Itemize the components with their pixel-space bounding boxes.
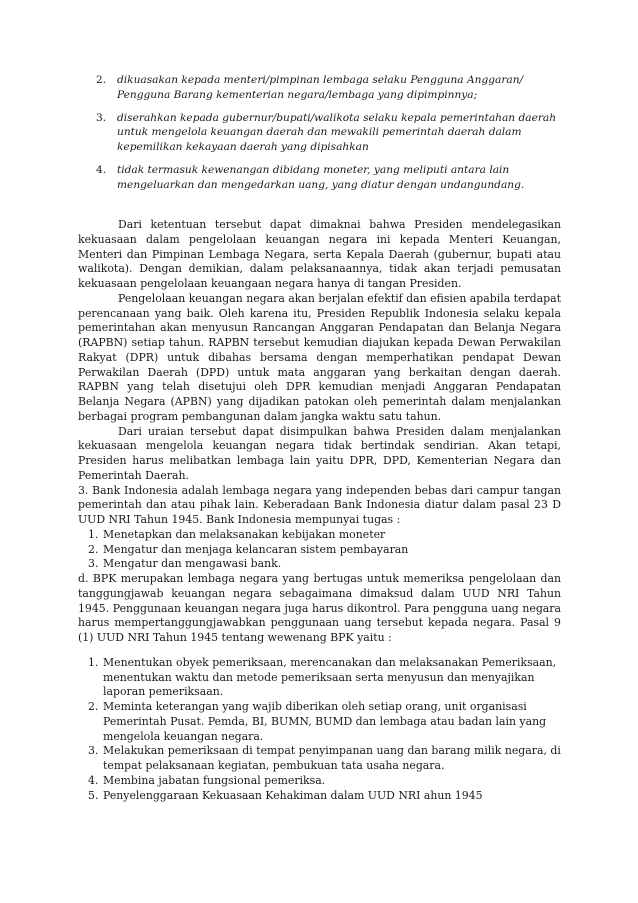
list-item: [96, 73, 566, 102]
list-item: [78, 744, 561, 774]
list-item: [78, 557, 561, 572]
body-text: [78, 218, 561, 803]
list-item: [96, 111, 566, 155]
list-item-text: Menentukan obyek pemeriksaan, merencanakan dan melaksanakan Pemeriksaan, menentukan waktu dan metode pemeriksaan serta menyusun dan menyajikan laporan pemeriksaan.: [103, 655, 557, 699]
list-item: [78, 656, 561, 700]
list-item-text: Mengatur dan mengawasi bank.: [103, 557, 282, 571]
list-item: [78, 700, 561, 744]
list-item-text: Mengatur dan menjaga kelancaran sistem pembayaran: [103, 542, 409, 556]
list-item-text: diserahkan kepada gubernur/bupati/walikota selaku kepala pemerintahan daerah untuk mengelola keuangan daerah dan mewakili pemerintah daerah dalam kepemilikan kekayaan daerah yang dipisahkan: [117, 111, 557, 153]
paragraph-conclusion: Dari uraian tersebut dapat disimpulkan bahwa Presiden dalam menjalankan kekuasaan mengelola keuangan negara tidak bertindak sendirian. Akan tetapi, Presiden harus melibatkan lembaga lain yaitu DPR, DPD, Kementerian Negara dan Pemerintah Daerah.: [78, 424, 561, 482]
list-item-number: 1.: [88, 655, 99, 669]
bank-indonesia-tasks: [78, 528, 561, 572]
list-item-number: 4.: [88, 773, 99, 787]
list-item-text: Meminta keterangan yang wajib diberikan oleh setiap orang, unit organisasi Pemerintah Pusat. Pemda, BI, BUMN, BUMD dan lembaga atau badan lain yang mengelola keuangan negara.: [103, 700, 547, 743]
list-item: [96, 163, 566, 192]
paragraph-budget-planning: Pengelolaan keuangan negara akan berjalan efektif dan efisien apabila terdapat perencanaan yang baik. Oleh karena itu, Presiden Republik Indonesia selaku kepala pemerintahan akan menyusun Rancangan Anggaran Pendapatan dan Belanja Negara (RAPBN) setiap tahun. RAPBN tersebut kemudian diajukan kepada Dewan Perwakilan Rakyat (DPR) untuk dibahas bersama dengan memperhatikan pendapat Dewan Perwakilan Daerah (DPD) untuk mata anggaran yang berkaitan dengan daerah. RAPBN yang telah disetujui oleh DPR kemudian menjadi Anggaran Pendapatan Belanja Negara (APBN) yang dijadikan patokan oleh pemerintah dalam menjalankan berbagai program pembangunan dalam jangka waktu satu tahun.: [78, 291, 561, 423]
list-item: [78, 789, 561, 804]
list-item-number: 2.: [88, 542, 99, 556]
list-item-number: 3.: [88, 557, 99, 571]
paragraph-delegation: Dari ketentuan tersebut dapat dimaknai bahwa Presiden mendelegasikan kekuasaan dalam pengelolaan keuangan negara ini kepada Menteri Keuangan, Menteri dan Pimpinan Lembaga Negara, serta Kepala Daerah (gubernur, bupati atau walikota). Dengan demikian, dalam pelaksanaannya, tidak akan terjadi pemusatan kekuasaan pengelolaan keuangaan negara hanya di tangan Presiden.: [78, 218, 561, 290]
list-item-number: 4.: [96, 163, 107, 176]
list-item-number: 3.: [88, 744, 99, 758]
paragraph-bpk: d. BPK merupakan lembaga negara yang bertugas untuk memeriksa pengelolaan dan tanggungjawab keuangan negara sebagaimana dimaksud dalam UUD NRI Tahun 1945. Penggunaan keuangan negara juga harus dikontrol. Para pengguna uang negara harus mempertanggungjawabkan penggunaan uang tersebut kepada negara. Pasal 9 (1) UUD NRI Tahun 1945 tentang wewenang BPK yaitu :: [78, 572, 561, 644]
list-item-text: Penyelenggaraan Kekuasaan Kehakiman dalam UUD NRI ahun 1945: [103, 788, 483, 802]
list-item-text: dikuasakan kepada menteri/pimpinan lembaga selaku Pengguna Anggaran/ Pengguna Barang kementerian negara/lembaga yang dipimpinnya;: [117, 74, 524, 101]
bpk-powers-list: [78, 656, 561, 804]
list-item-text: Melakukan pemeriksaan di tempat penyimpanan uang dan barang milik negara, di tempat pelaksanaan kegiatan, pembukuan tata usaha negara.: [103, 744, 561, 772]
list-item: [78, 528, 561, 543]
delegation-list: [96, 73, 566, 201]
list-item-number: 3.: [96, 111, 107, 124]
list-item-text: Membina jabatan fungsional pemeriksa.: [103, 773, 326, 787]
list-item-number: 5.: [88, 788, 99, 802]
list-item-text: tidak termasuk kewenangan dibidang moneter, yang meliputi antara lain mengeluarkan dan mengedarkan uang, yang diatur dengan undangundang.: [117, 163, 525, 191]
list-item: [78, 774, 561, 789]
list-item-number: 2.: [96, 74, 107, 86]
list-item: [78, 543, 561, 558]
paragraph-bank-indonesia: 3. Bank Indonesia adalah lembaga negara yang independen bebas dari campur tangan pemerintah dan atau pihak lain. Keberadaan Bank Indonesia diatur dalam pasal 23 D UUD NRI Tahun 1945. Bank Indonesia mempunyai tugas :: [78, 483, 561, 526]
list-item-text: Menetapkan dan melaksanakan kebijakan moneter: [103, 527, 386, 541]
list-item-number: 1.: [88, 527, 99, 541]
list-item-number: 2.: [88, 700, 99, 713]
